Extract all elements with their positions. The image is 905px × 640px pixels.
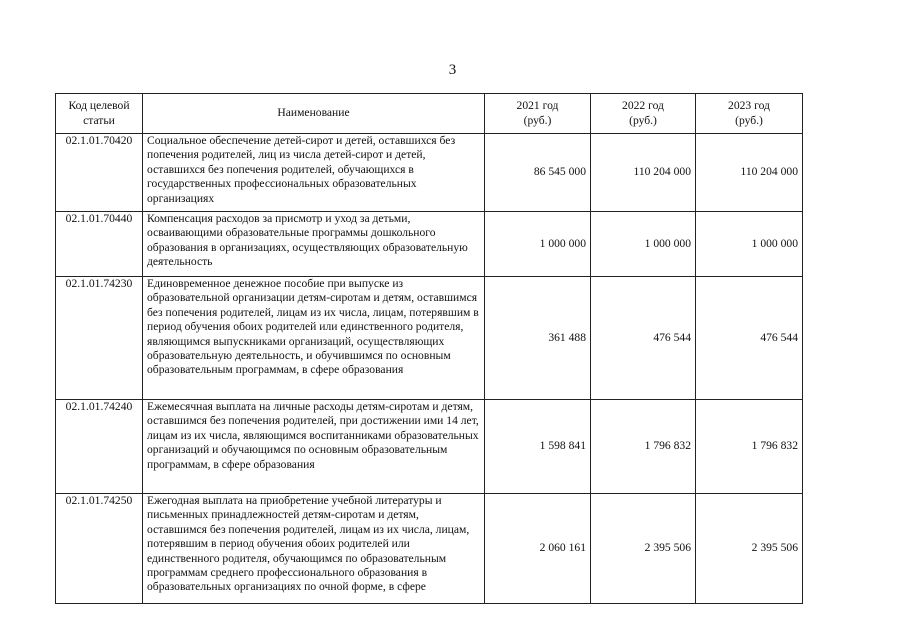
page-number: 3 [448, 62, 457, 78]
row-name: Ежегодная выплата на приобретение учебной литературы и письменных принадлежностей детям-сиротам и детям, оставшимся без попечения родителей, лицам из их числа, лицам, потерявшим в период обучения обоих родителей или единственного родителя, обучающимся по образовательным программам среднего профессионального образования в образовательных организациях по очной форме, в сфере [143, 494, 485, 604]
row-value-2023: 2 395 506 [696, 494, 803, 604]
budget-table [55, 93, 803, 604]
row-name: Социальное обеспечение детей-сирот и детей, оставшихся без попечения родителей, лиц из числа детей-сирот и детей, оставшихся без попечения родителей, обучающихся в государственных профессиональных образовательных организациях [143, 134, 485, 212]
row-value-2023: 1 000 000 [696, 212, 803, 277]
header-code-label: Код целевой статьи [68, 99, 130, 127]
row-value-2023: 476 544 [696, 277, 803, 400]
header-2022 [591, 94, 696, 134]
header-name-label: Наименование [277, 106, 350, 120]
row-value-2022: 476 544 [591, 277, 696, 400]
table-row [56, 134, 803, 212]
row-value-2023: 110 204 000 [696, 134, 803, 212]
row-code: 02.1.01.74240 [56, 400, 143, 494]
row-code: 02.1.01.70440 [56, 212, 143, 277]
table-row [56, 212, 803, 277]
row-value-2022: 1 796 832 [591, 400, 696, 494]
header-2021 [485, 94, 591, 134]
row-value-2022: 2 395 506 [591, 494, 696, 604]
row-code: 02.1.01.74230 [56, 277, 143, 400]
table-row [56, 277, 803, 400]
header-2021-label: 2021 год (руб.) [516, 99, 559, 127]
row-value-2022: 110 204 000 [591, 134, 696, 212]
row-value-2021: 1 000 000 [485, 212, 591, 277]
table-row [56, 400, 803, 494]
header-2023-label: 2023 год (руб.) [728, 99, 770, 127]
table-header-row [56, 94, 803, 134]
header-2023 [696, 94, 803, 134]
row-value-2021: 361 488 [485, 277, 591, 400]
row-name: Компенсация расходов за присмотр и уход за детьми, осваивающими образовательные программы дошкольного образования в организациях, осуществляющих образовательную деятельность [143, 212, 485, 277]
row-value-2023: 1 796 832 [696, 400, 803, 494]
header-name [143, 94, 485, 134]
row-name: Ежемесячная выплата на личные расходы детям-сиротам и детям, оставшимся без попечения родителей, при достижении ими 14 лет, лицам из их числа, являющимся воспитанниками образовательных организаций и обучающимся по основным образовательным программам, в сфере образования [143, 400, 485, 494]
row-value-2021: 2 060 161 [485, 494, 591, 604]
row-value-2021: 86 545 000 [485, 134, 591, 212]
header-code [56, 94, 143, 134]
header-2022-label: 2022 год (руб.) [622, 99, 664, 127]
row-value-2022: 1 000 000 [591, 212, 696, 277]
row-code: 02.1.01.70420 [56, 134, 143, 212]
row-code: 02.1.01.74250 [56, 494, 143, 604]
row-value-2021: 1 598 841 [485, 400, 591, 494]
row-name: Единовременное денежное пособие при выпуске из образовательной организации детям-сиротам и детям, оставшимся без попечения родителей, лицам из их числа, лицам, потерявшим в период обучения обоих родителей или единственного родителя, являющимся выпускниками организаций, осуществляющих образовательную деятельность, и обучившимся по основным образовательным программам, в сфере образования [143, 277, 485, 400]
table-row [56, 494, 803, 604]
